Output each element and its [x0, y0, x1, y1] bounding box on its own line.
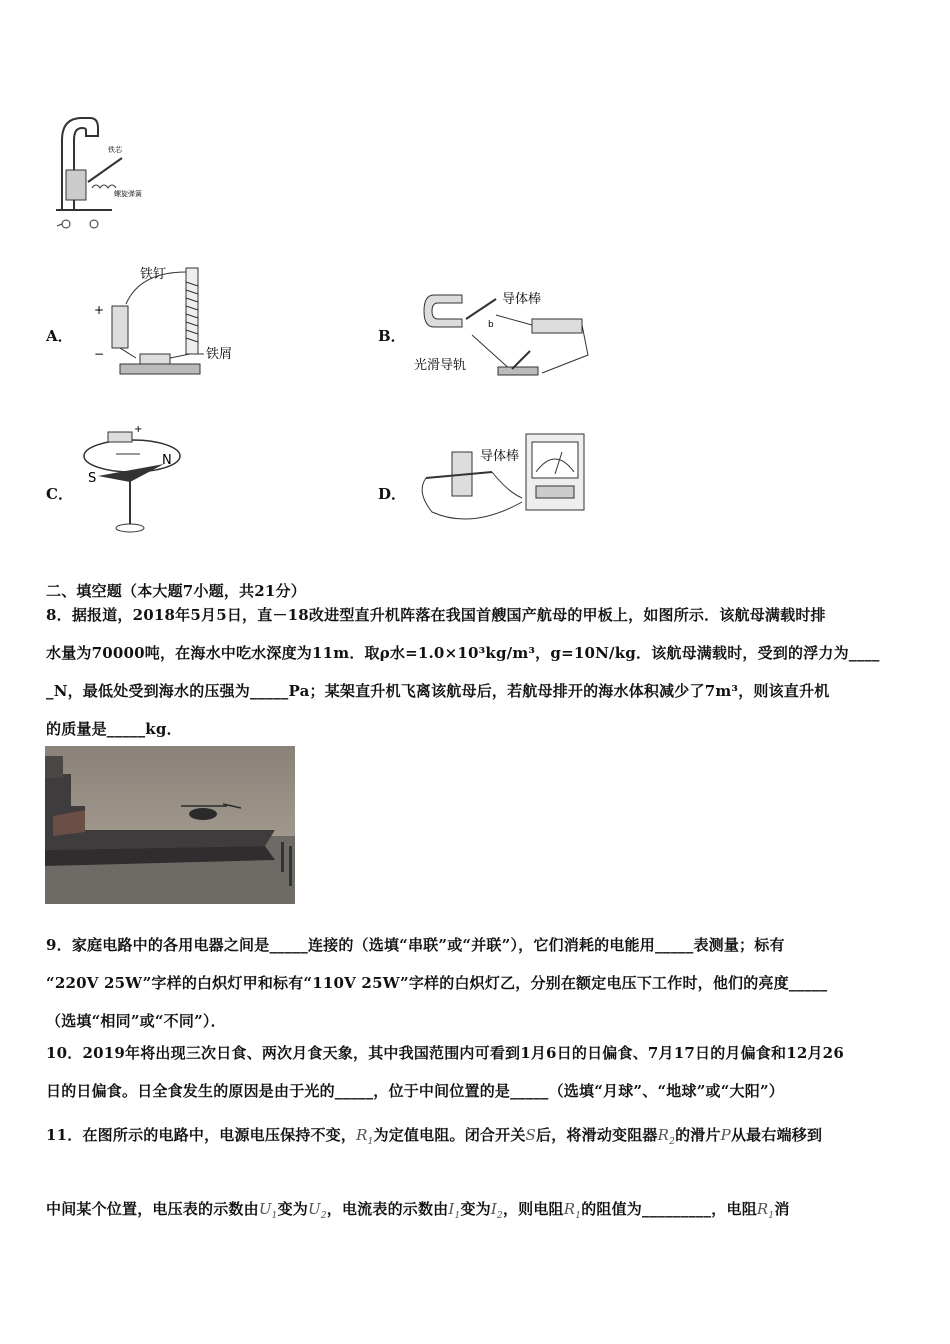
q9-line-2: “220V 25W”字样的白炽灯甲和标有“110V 25W”字样的白炽灯乙，分别在额定电压下工作时，他们的亮度_____	[46, 974, 828, 992]
option-c-label[interactable]: C．	[46, 485, 73, 503]
figure-option-c	[80, 420, 190, 538]
q11-line-2	[46, 1198, 790, 1221]
q11-text-6: 中间某个位置，电压表的示数由	[46, 1200, 259, 1218]
label-s-pole: S	[88, 471, 97, 486]
q11-text-9: 变为	[460, 1200, 491, 1218]
label-conductor-rod-b: 导体棒	[502, 292, 542, 307]
symbol-p: P	[720, 1126, 731, 1144]
q10-line-1: 10．2019年将出现三次日食、两次月食天象，其中我国范围内可看到1月6日的日偏食、7月17日的月偏食和12月26	[46, 1044, 844, 1062]
q10-line-2: 日的日偏食。日全食发生的原因是由于光的_____，位于中间位置的是_____（选填“月球”、“地球”或“大阳”）	[46, 1082, 784, 1100]
q8-line-1: 8．据报道，2018年5月5日，直－18改进型直升机阵落在我国首艘国产航母的甲板上，如图所示．该航母满载时排	[46, 606, 826, 624]
option-d-label[interactable]: D．	[378, 485, 407, 503]
q9-line-1: 9．家庭电路中的各用电器之间是_____连接的（选填“串联”或“并联”），它们消耗的电能用_____表测量；标有	[46, 936, 785, 954]
symbol-r1-b: $R_1$	[563, 1200, 582, 1221]
figure-option-b	[412, 285, 597, 380]
q11-text-11: 的阻值为_________，电阻	[581, 1200, 757, 1218]
option-a-label[interactable]: A．	[46, 327, 73, 345]
label-n-pole: N	[162, 453, 172, 468]
q8-line-3: _N，最低处受到海水的压强为_____Pa；某架直升机飞离该航母后，若航母排开的海水体积减少了7m³，则该直升机	[46, 682, 830, 700]
q11-text-10: ，则电阻	[502, 1200, 564, 1218]
symbol-r2: $R_2$	[657, 1126, 676, 1147]
q11-text-5: 从最右端移到	[730, 1126, 823, 1144]
q9-line-3: （选填“相同”或“不同”）．	[46, 1012, 226, 1030]
label-iron-filings: 铁屑	[206, 347, 233, 362]
label-iron-nail: 铁钉	[140, 267, 167, 282]
figure-option-a	[90, 262, 250, 380]
figure-option-d	[412, 432, 592, 532]
label-plus-c: +	[134, 424, 143, 435]
label-smooth-rails: 光滑导轨	[414, 358, 467, 373]
label-minus: −	[94, 347, 105, 361]
label-plus: +	[94, 303, 105, 317]
q11-line-1	[46, 1124, 822, 1147]
symbol-i2: $I_2$	[490, 1200, 503, 1221]
symbol-r1: $R_1$	[356, 1126, 374, 1147]
q11-text-3: 后，将滑动变阻器	[536, 1126, 658, 1144]
label-conductor-rod-d: 导体棒	[480, 449, 520, 464]
label-core: 铁芯	[108, 146, 122, 154]
q11-text-12: 消	[774, 1200, 790, 1218]
option-b-label[interactable]: B．	[378, 327, 406, 345]
section-title: 二、填空题（本大题7小题，共21分）	[46, 582, 306, 600]
q11-text-7: 变为	[277, 1200, 308, 1218]
symbol-u2: $U_2$	[308, 1200, 327, 1221]
q11-text-4: 的滑片	[675, 1126, 721, 1144]
q8-line-2: 水量为70000吨，在海水中吃水深度为11m．取ρ水=1.0×10³kg/m³，g=10N/kg．该航母满载时，受到的浮力为____	[46, 644, 880, 662]
q11-text-2: 为定值电阻。闭合开关	[373, 1126, 526, 1144]
q8-line-4: 的质量是_____kg．	[46, 720, 182, 738]
q11-text-1: 11．在图所示的电路中，电源电压保持不变，	[46, 1126, 357, 1144]
symbol-u1: $U_1$	[258, 1200, 278, 1221]
symbol-i1: $I_1$	[448, 1200, 461, 1221]
q11-text-8: ，电流表的示数由	[326, 1200, 449, 1218]
symbol-r1-c: $R_1$	[756, 1200, 775, 1221]
label-spring: 螺旋弹簧	[114, 190, 142, 198]
symbol-s: S	[525, 1126, 537, 1144]
photo-aircraft-carrier	[45, 746, 295, 904]
label-b: b	[488, 320, 494, 330]
figure-top-apparatus	[42, 110, 152, 235]
